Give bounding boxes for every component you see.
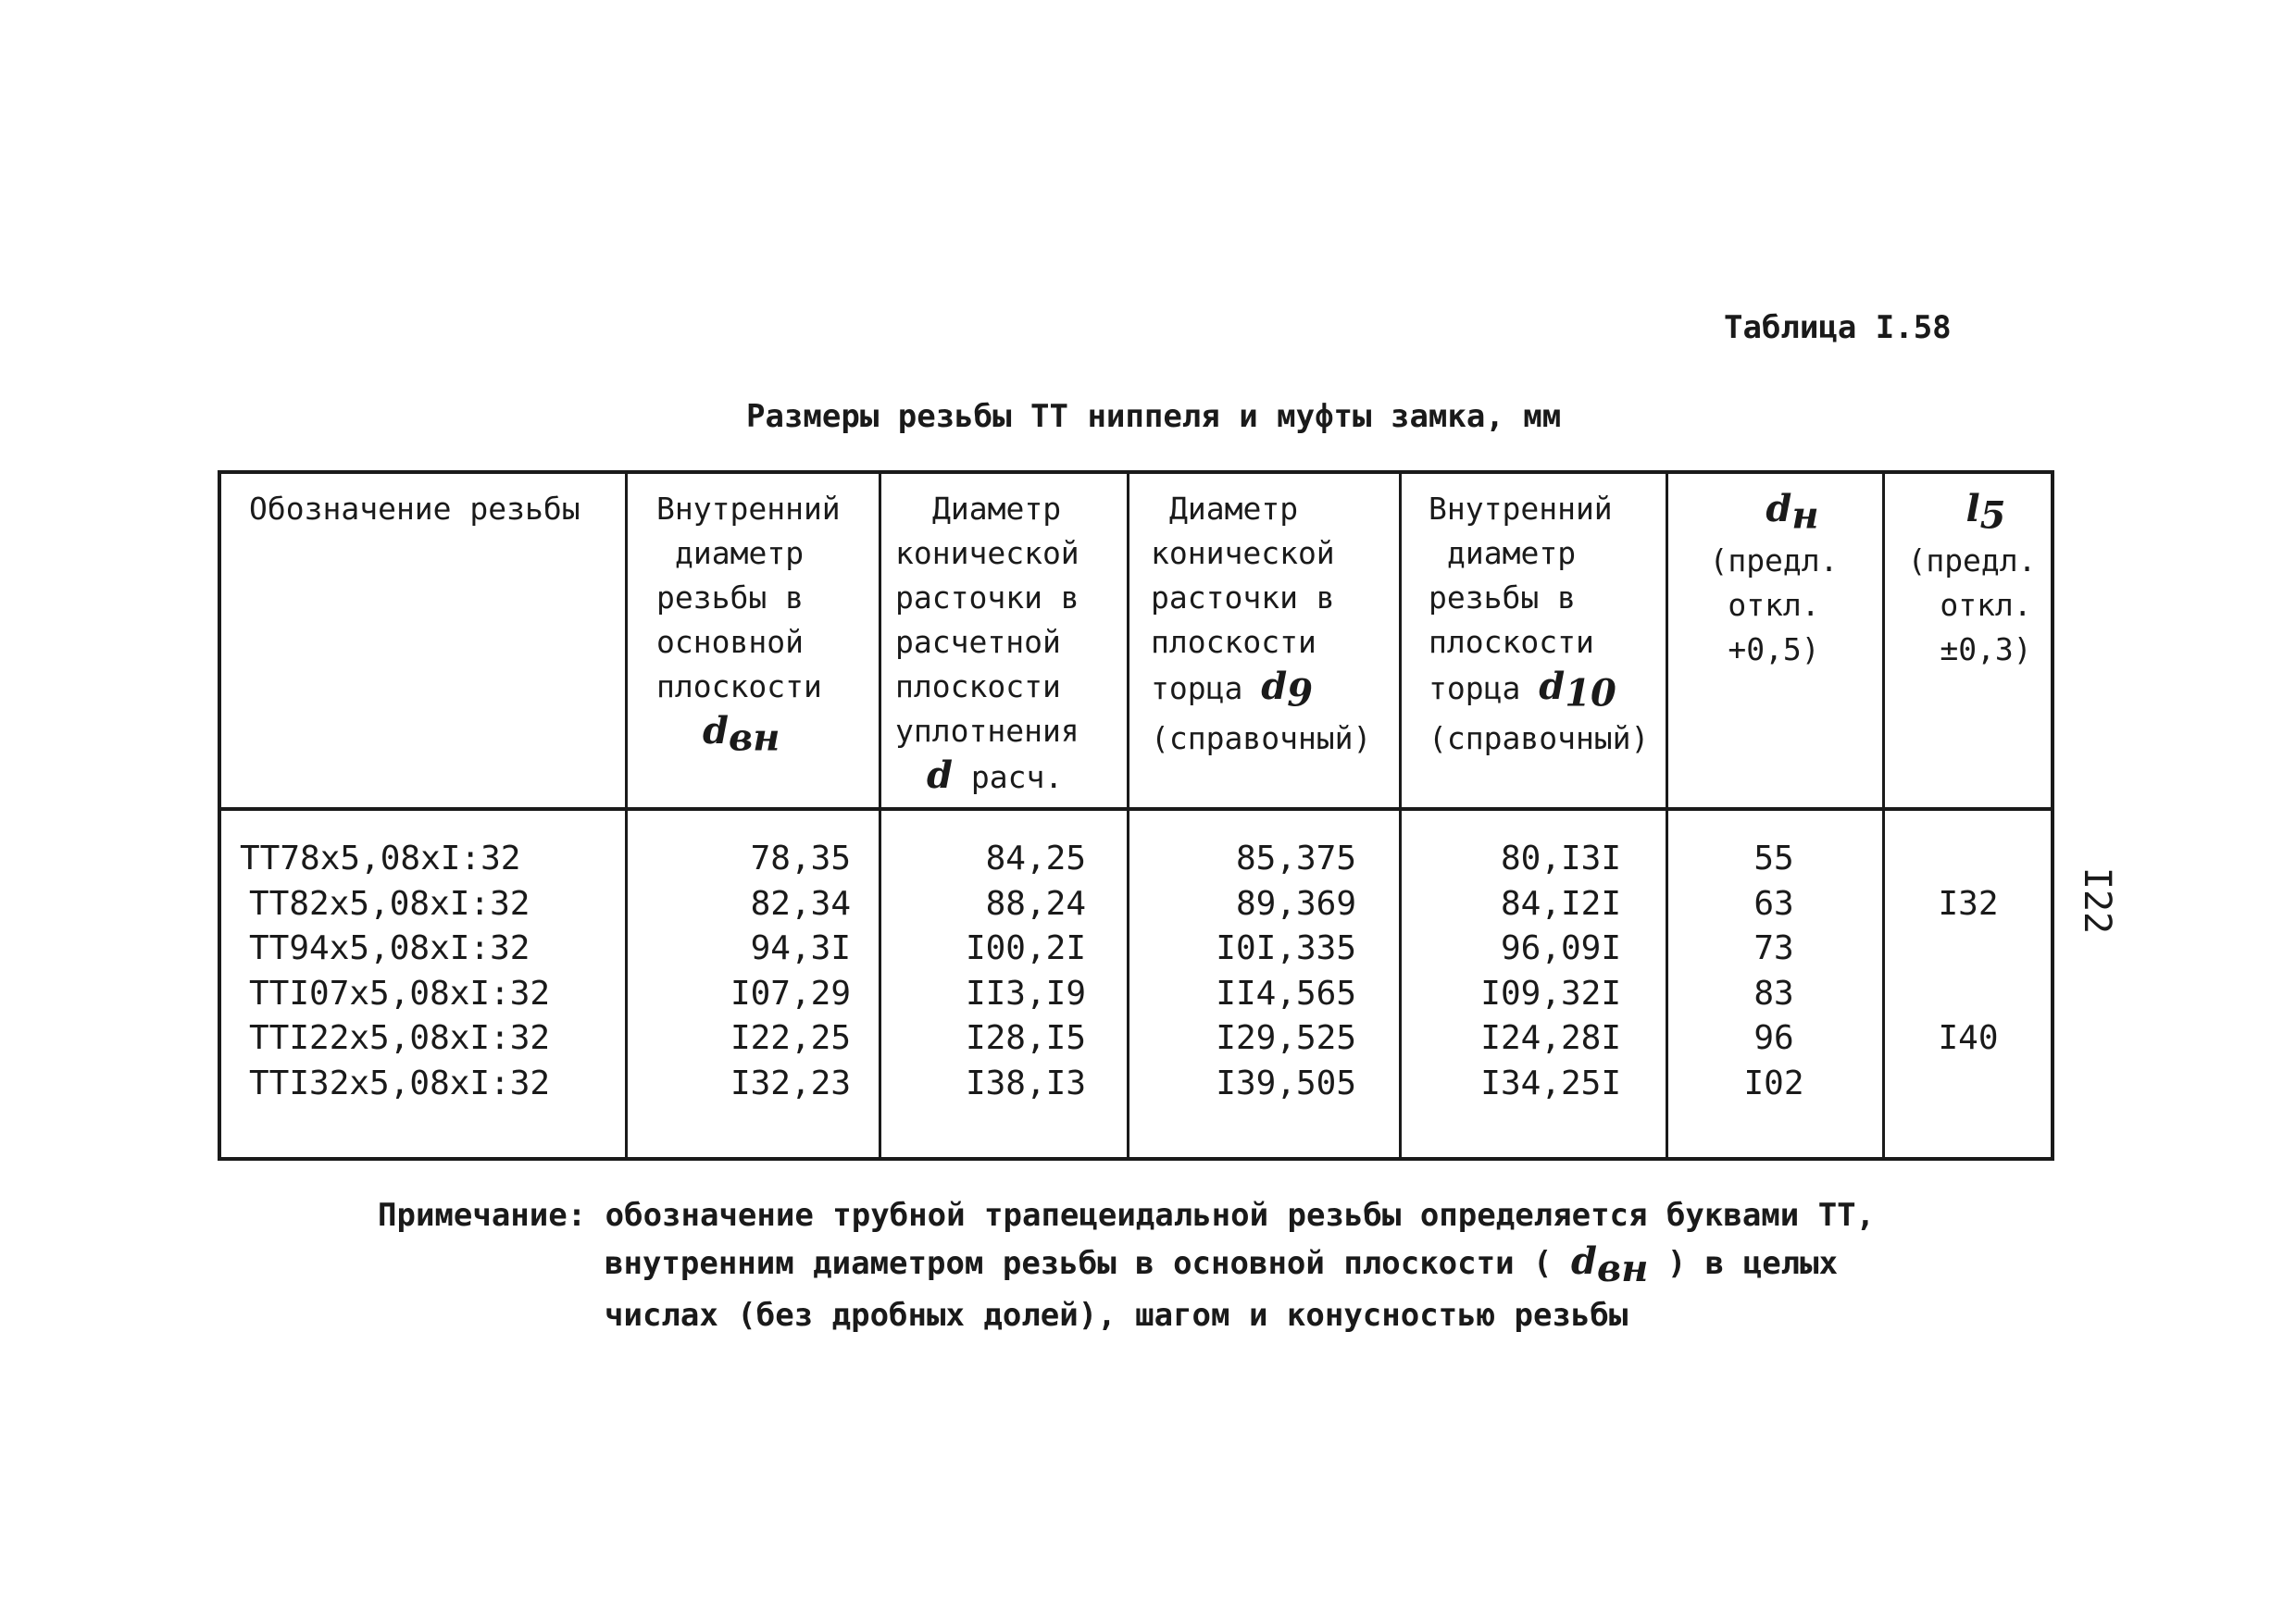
header-dn <box>1677 487 1871 672</box>
column-divider <box>1666 474 1668 1157</box>
header-text: плоскости <box>656 668 822 704</box>
column-d9 <box>1130 837 1356 1106</box>
table-cell: I39,505 <box>1216 1064 1356 1102</box>
table-cell: 73 <box>1753 929 1794 967</box>
table-cell: 96,09I <box>1500 929 1621 967</box>
header-inner-diameter-face-plane <box>1429 487 1649 761</box>
header-text: диаметр <box>675 535 805 571</box>
table-cell: I00,2I <box>965 929 1086 967</box>
table-cell: 94,3I <box>750 929 851 967</box>
table-number: Таблица I.58 <box>1724 309 1952 346</box>
table-cell: 84,25 <box>985 840 1086 877</box>
column-d-calc <box>882 837 1086 1106</box>
column-dn <box>1669 837 1878 1106</box>
note-line-2: внутренним диаметром резьбы в основной плоскости ( $d_{вн}$ ) в целых <box>605 1239 1839 1290</box>
header-text: Внутренний <box>656 491 841 527</box>
table-cell: I02 <box>1743 1064 1804 1102</box>
table-cell: 88,24 <box>985 884 1086 923</box>
table-cell: I34,25I <box>1480 1064 1621 1102</box>
header-designation <box>249 487 580 531</box>
header-text: (предл. <box>1709 541 1839 579</box>
table-cell: 89,369 <box>1235 884 1356 923</box>
column-designation <box>240 837 550 1106</box>
header-text: конической <box>895 535 1079 571</box>
table-cell: ТТI32х5,08хI:32 <box>249 1064 551 1102</box>
table-cell <box>1886 927 2051 972</box>
note-line-3: числах (без дробных долей), шагом и конусностью резьбы <box>605 1296 1628 1334</box>
header-text: плоскости <box>1151 624 1316 660</box>
column-divider <box>1882 474 1885 1157</box>
header-text: Внутренний <box>1429 491 1613 527</box>
table-cell: II4,565 <box>1216 974 1356 1013</box>
table-cell: 84,I2I <box>1500 884 1621 923</box>
table-cell <box>1886 837 2051 882</box>
header-text: основной <box>656 624 804 660</box>
table-cell: I28,I5 <box>965 1019 1086 1057</box>
header-inner-diameter-main-plane <box>656 487 841 761</box>
table-cell <box>1886 972 2051 1017</box>
table-cell <box>1886 1062 2051 1107</box>
table-cell: 83 <box>1753 974 1794 1013</box>
header-text: резьбы в <box>1429 579 1576 616</box>
header-bore-diameter-face-plane <box>1151 487 1371 761</box>
table-cell: 78,35 <box>750 840 851 877</box>
table-cell: ТТ78х5,08хI:32 <box>240 840 521 877</box>
symbol-l5: $l_5$ <box>1965 487 2006 538</box>
table-cell: I22,25 <box>730 1019 851 1057</box>
column-divider <box>1127 474 1129 1157</box>
header-l5 <box>1893 487 2051 672</box>
header-text: расточки в <box>1151 579 1335 616</box>
table-cell: ТТ94х5,08хI:32 <box>249 929 530 967</box>
table-cell: I38,I3 <box>965 1064 1086 1102</box>
column-divider <box>879 474 881 1157</box>
header-text: плоскости <box>1429 624 1594 660</box>
symbol-d-vn: $d_{вн}$ <box>703 709 780 760</box>
header-text: расточки в <box>895 579 1079 616</box>
table-cell: I29,525 <box>1216 1019 1356 1057</box>
symbol-dn: $d_н$ <box>1766 487 1819 538</box>
table-cell: II3,I9 <box>965 974 1086 1013</box>
table-cell: 80,I3I <box>1500 840 1621 877</box>
note-line-1 <box>378 1192 1875 1238</box>
column-d-vn <box>629 837 851 1106</box>
table-cell: 96 <box>1753 1019 1794 1057</box>
table-cell: I40 <box>1938 1019 1999 1057</box>
header-text: +0,5) <box>1728 630 1820 667</box>
table-cell: I32,23 <box>730 1064 851 1102</box>
symbol-d10: торца $d_{10}$ <box>1429 665 1616 716</box>
header-text: диаметр <box>1447 535 1577 571</box>
table-cell: 82,34 <box>750 884 851 923</box>
table-cell: ТТ82х5,08хI:32 <box>249 884 530 923</box>
header-text: откл. <box>1940 586 2032 623</box>
header-text: резьбы в <box>656 579 804 616</box>
column-d10 <box>1403 837 1621 1106</box>
table-cell: ТТI07х5,08хI:32 <box>249 974 551 1013</box>
table-note <box>378 1192 1875 1338</box>
note-text: обозначение трубной трапецеидальной резьбы определяется буквами ТТ, <box>586 1197 1876 1234</box>
table-cell: I32 <box>1938 884 1999 923</box>
header-text: (справочный) <box>1429 719 1650 756</box>
table-cell: I0I,335 <box>1216 929 1356 967</box>
table-cell: 63 <box>1753 884 1794 923</box>
table-cell: 55 <box>1753 840 1794 877</box>
table-cell: I09,32I <box>1480 974 1621 1013</box>
header-divider <box>221 807 2051 811</box>
header-bore-diameter-seal-plane <box>895 487 1079 800</box>
thread-dimensions-table <box>218 470 2054 1161</box>
column-divider <box>1399 474 1402 1157</box>
table-cell: I24,28I <box>1480 1019 1621 1057</box>
header-text: (предл. <box>1907 541 2037 579</box>
page-number: I22 <box>2076 866 2118 935</box>
column-l5 <box>1886 837 2051 1106</box>
table-cell: ТТI22х5,08хI:32 <box>249 1019 551 1057</box>
header-text: ±0,3) <box>1940 630 2032 667</box>
table-cell: 85,375 <box>1235 840 1356 877</box>
header-text: плоскости <box>895 668 1061 704</box>
header-text: Обозначение резьбы <box>249 491 580 527</box>
header-text: (справочный) <box>1151 719 1372 756</box>
header-text: откл. <box>1728 586 1820 623</box>
header-text: уплотнения <box>895 713 1079 749</box>
symbol-d-calc: d расч. <box>927 753 1064 797</box>
header-text: конической <box>1151 535 1335 571</box>
header-text: расчетной <box>895 624 1061 660</box>
table-title: Размеры резьбы ТТ ниппеля и муфты замка, мм <box>746 398 1562 435</box>
symbol-d9: торца $d_9$ <box>1151 665 1314 716</box>
note-label: Примечание: <box>378 1197 587 1234</box>
header-text: Диаметр <box>932 491 1062 527</box>
column-divider <box>625 474 628 1157</box>
table-cell: I07,29 <box>730 974 851 1013</box>
header-text: Диаметр <box>1169 491 1299 527</box>
